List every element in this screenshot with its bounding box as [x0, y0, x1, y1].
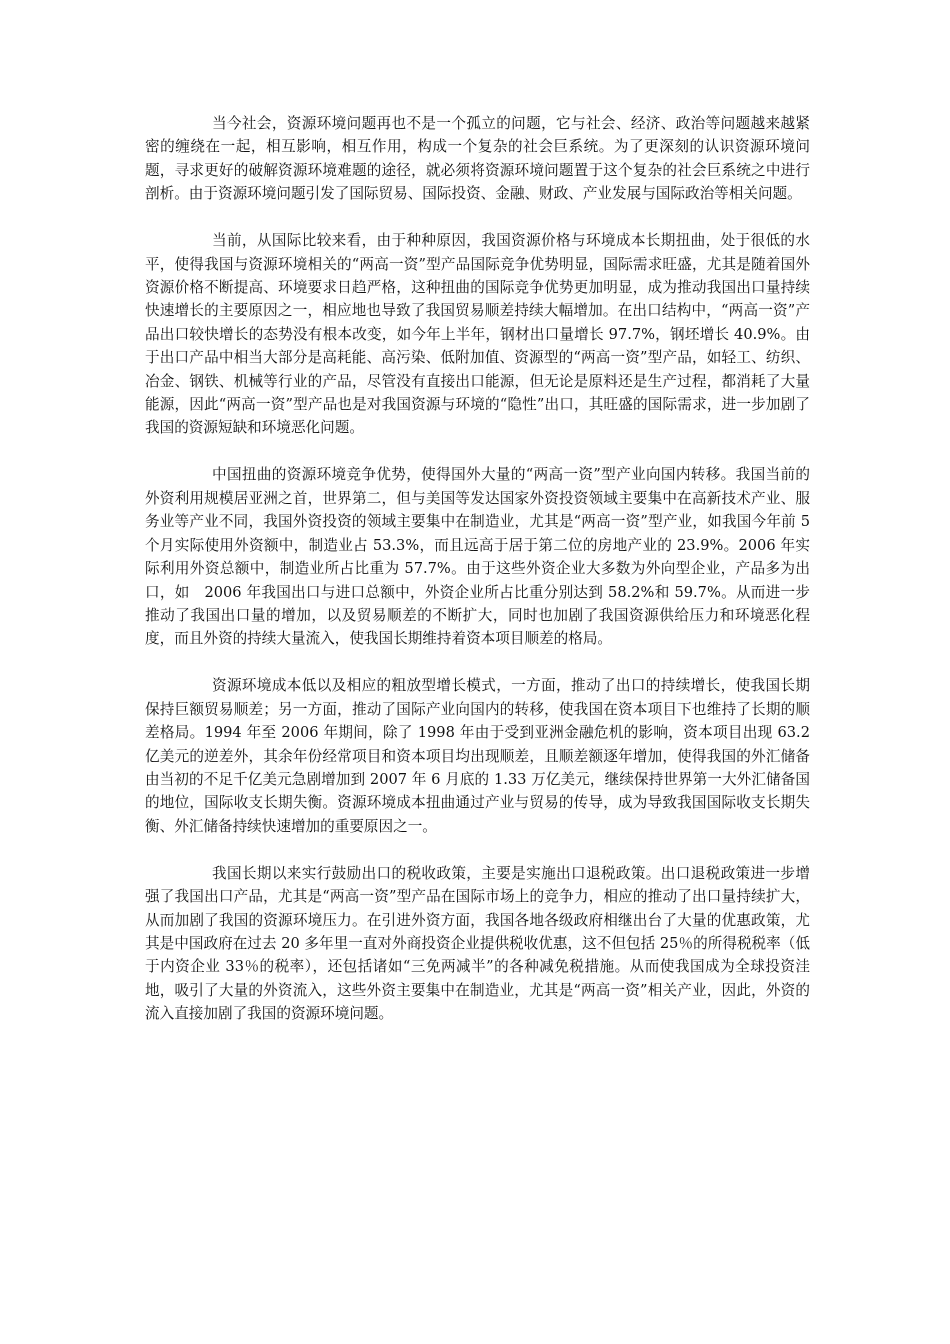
document-body [145, 112, 810, 1049]
paragraph-2: 当前，从国际比较来看，由于种种原因，我国资源价格与环境成本长期扭曲，处于很低的水平，使得我国与资源环境相关的“两高一资”型产品国际竞争优势明显，国际需求旺盛，尤其是随着国外资源价格不断提高、环境要求日趋严格，这种扭曲的国际竞争优势更加明显，成为推动我国出口量持续快速增长的主要原因之一，相应地也导致了我国贸易顺差持续大幅增加。在出口结构中，“两高一资”产品出口较快增长的态势没有根本改变，如今年上半年，钢材出口量增长 97.7%，钢坯增长 40.9%。由于出口产品中相当大部分是高耗能、高污染、低附加值、资源型的“两高一资”型产品，如轻工、纺织、冶金、钢铁、机械等行业的产品，尽管没有直接出口能源，但无论是原料还是生产过程，都消耗了大量能源，因此“两高一资”型产品也是对我国资源与环境的“隐性”出口，其旺盛的国际需求，进一步加剧了我国的资源短缺和环境恶化问题。 [145, 232, 810, 437]
paragraph-3: 中国扭曲的资源环境竞争优势，使得国外大量的“两高一资”型产业向国内转移。我国当前的外资利用规模居亚洲之首，世界第二，但与美国等发达国家外资投资领域主要集中在高新技术产业、服务业等产业不同，我国外资投资的领域主要集中在制造业，尤其是“两高一资”型产业，如我国今年前 5 个月实际使用外资额中，制造业占 53.3%，而且远高于居于第二位的房地产业的 23.9%。2006 年实际利用外资总额中，制造业所占比重为 57.7%。由于这些外资企业大多数为外向型企业，产品多为出口，如 2006 年我国出口与进口总额中，外资企业所占比重分别达到 58.2%和 59.7%。从而进一步推动了我国出口量的增加，以及贸易顺差的不断扩大，同时也加剧了我国资源供给压力和环境恶化程度，而且外资的持续大量流入，使我国长期维持着资本项目顺差的格局。 [145, 466, 810, 648]
paragraph-1: 当今社会，资源环境问题再也不是一个孤立的问题，它与社会、经济、政治等问题越来越紧密的缠绕在一起，相互影响，相互作用，构成一个复杂的社会巨系统。为了更深刻的认识资源环境问题，寻求更好的破解资源环境难题的途径，就必须将资源环境问题置于这个复杂的社会巨系统之中进行剖析。由于资源环境问题引发了国际贸易、国际投资、金融、财政、产业发展与国际政治等相关问题。 [145, 115, 810, 203]
paragraph-4: 资源环境成本低以及相应的粗放型增长模式，一方面，推动了出口的持续增长，使我国长期保持巨额贸易顺差；另一方面，推动了国际产业向国内的转移，使我国在资本项目下也维持了长期的顺差格局。1994 年至 2006 年期间，除了 1998 年由于受到亚洲金融危机的影响，资本项目出现 63.2 亿美元的逆差外，其余年份经常项目和资本项目均出现顺差，且顺差额逐年增加，使得我国的外汇储备由当初的不足千亿美元急剧增加到 2007 年 6 月底的 1.33 万亿美元，继续保持世界第一大外汇储备国的地位，国际收支长期失衡。资源环境成本扭曲通过产业与贸易的传导，成为导致我国国际收支长期失衡、外汇储备持续快速增加的重要原因之一。 [145, 677, 810, 835]
paragraph-5: 我国长期以来实行鼓励出口的税收政策，主要是实施出口退税政策。出口退税政策进一步增强了我国出口产品，尤其是“两高一资”型产品在国际市场上的竞争力，相应的推动了出口量持续扩大，从而加剧了我国的资源环境压力。在引进外资方面，我国各地各级政府相继出台了大量的优惠政策，尤其是中国政府在过去 20 多年里一直对外商投资企业提供税收优惠，这不但包括 25％的所得税税率（低于内资企业 33％的税率），还包括诸如“三免两减半”的各种减免税措施。从而使我国成为全球投资洼地，吸引了大量的外资流入，这些外资主要集中在制造业，尤其是“两高一资”相关产业，因此，外资的流入直接加剧了我国的资源环境问题。 [145, 864, 810, 1023]
